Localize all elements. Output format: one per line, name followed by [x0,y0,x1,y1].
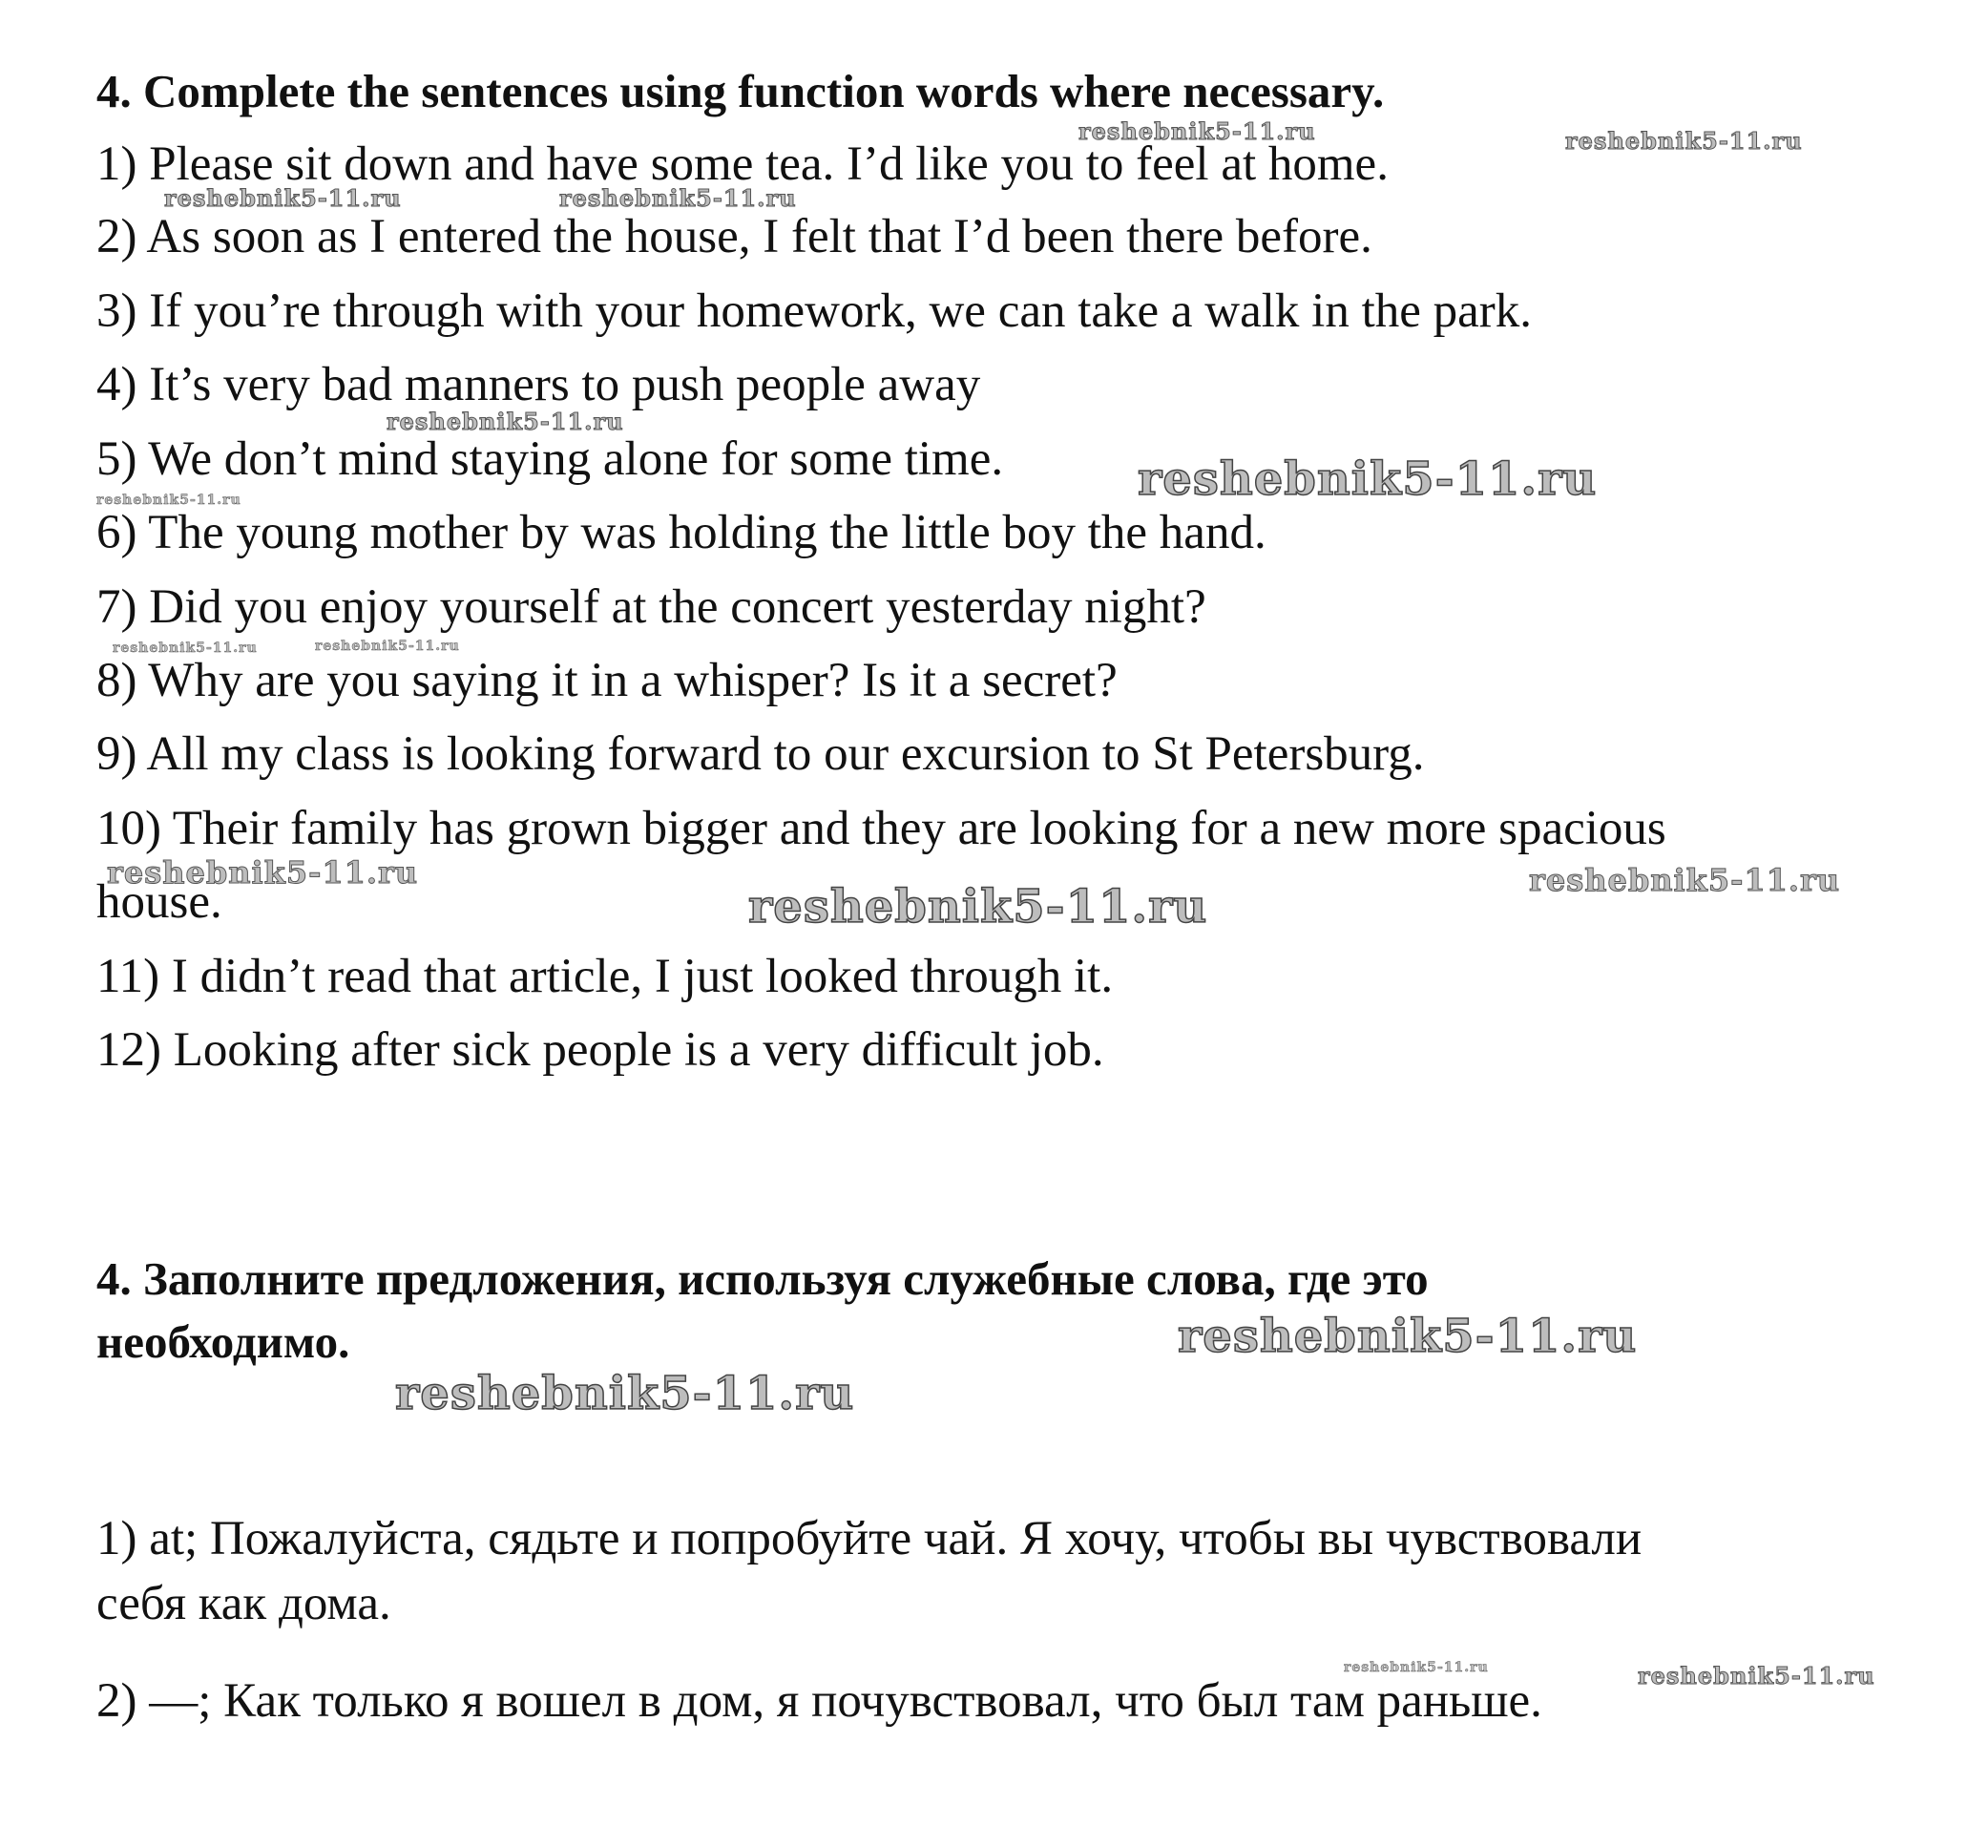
sentence-7: 7) Did you enjoy yourself at the concert yesterday night? [96,580,1206,634]
sentence-4: 4) It’s very bad manners to push people away [96,358,981,411]
watermark: reshebnik5-11.ru [559,184,797,212]
sentence-11: 11) I didn’t read that article, I just looked through it. [96,950,1114,1003]
watermark: reshebnik5-11.ru [164,184,402,212]
answer-1: 1) at; Пожалуйста, сядьте и попробуйте чай. Я хочу, чтобы вы чувствовали [96,1512,1643,1565]
watermark: reshebnik5-11.ru [1529,862,1841,898]
exercise-heading: 4. Complete the sentences using function words where necessary. [96,65,1385,117]
watermark: reshebnik5-11.ru [1565,127,1803,155]
answer-2: 2) —; Как только я вошел в дом, я почувствовал, что был там раньше. [96,1674,1542,1728]
watermark: reshebnik5-11.ru [1638,1662,1875,1690]
answer-1-continued: себя как дома. [96,1577,391,1630]
translation-heading: 4. Заполните предложения, используя служебные слова, где это [96,1252,1429,1305]
sentence-12: 12) Looking after sick people is a very difficult job. [96,1023,1104,1077]
sentence-5: 5) We don’t mind staying alone for some time. [96,432,1004,486]
watermark: reshebnik5-11.ru [96,493,241,508]
sentence-3: 3) If you’re through with your homework, we can take a walk in the park. [96,284,1533,338]
sentence-6: 6) The young mother by was holding the little boy the hand. [96,506,1266,559]
watermark: reshebnik5-11.ru [107,854,419,891]
sentence-10: 10) Their family has grown bigger and they are looking for a new more spacious [96,802,1666,855]
watermark: reshebnik5-11.ru [113,640,258,656]
translation-heading-continued: необходимо. [96,1315,350,1368]
watermark: reshebnik5-11.ru [315,639,460,654]
watermark: reshebnik5-11.ru [1344,1660,1489,1675]
watermark: reshebnik5-11.ru [1138,452,1598,506]
sentence-8: 8) Why are you saying it in a whisper? Is it a secret? [96,654,1118,707]
watermark: reshebnik5-11.ru [1078,117,1316,145]
watermark: reshebnik5-11.ru [748,880,1208,934]
watermark: reshebnik5-11.ru [387,408,624,435]
sentence-2: 2) As soon as I entered the house, I felt that I’d been there before. [96,210,1372,263]
watermark: reshebnik5-11.ru [395,1367,855,1420]
watermark: reshebnik5-11.ru [1178,1310,1638,1363]
sentence-9: 9) All my class is looking forward to our excursion to St Petersburg. [96,727,1425,781]
sentence-10-continued: house. [96,875,222,929]
sentence-1: 1) Please sit down and have some tea. I’d like you to feel at home. [96,137,1389,191]
